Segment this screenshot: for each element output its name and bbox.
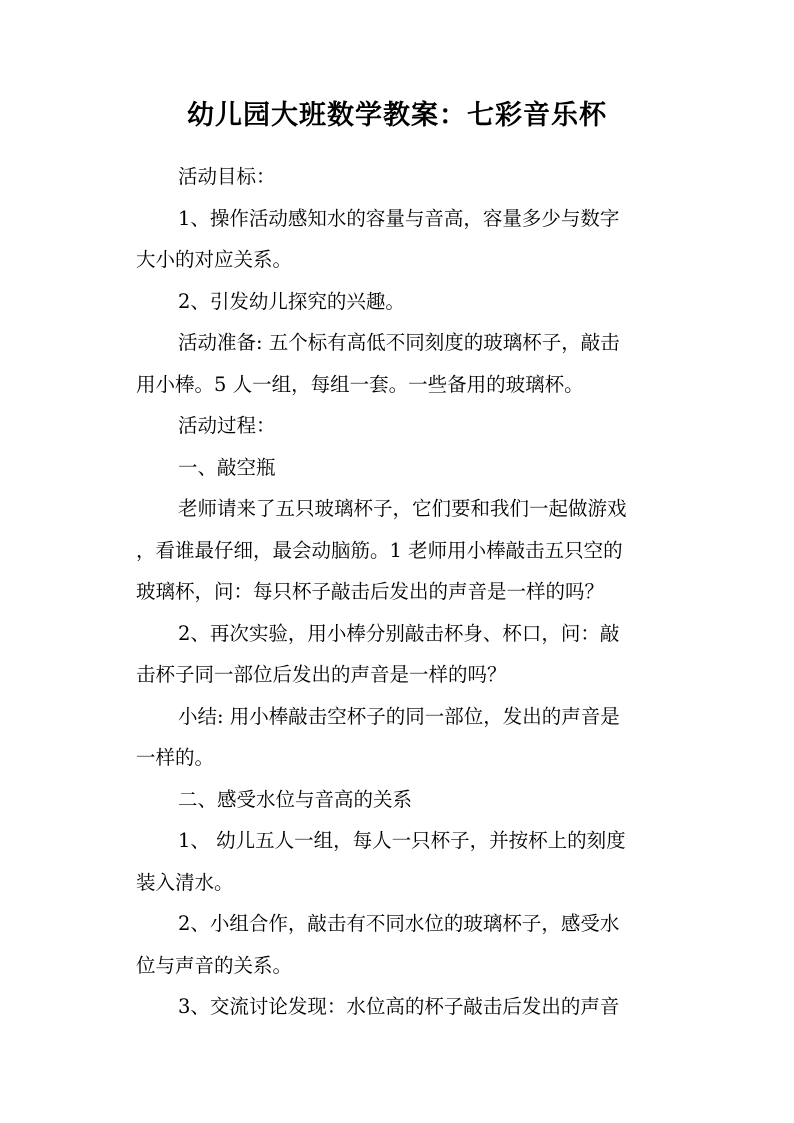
body-line: 活动准备: 五个标有高低不同刻度的玻璃杯子，敲击	[178, 331, 620, 354]
body-line: 装入清水。	[136, 870, 234, 894]
body-line: 大小的对应关系。	[136, 248, 293, 271]
body-line: 击杯子同一部位后发出的声音是一样的吗？	[136, 663, 507, 686]
body-line: 位与声音的关系。	[136, 953, 293, 977]
body-line: 2、小组合作，敲击有不同水位的玻璃杯子，感受水	[178, 912, 620, 935]
document-body	[136, 156, 658, 1028]
body-line: ，看谁最仔细，最会动脑筋。1 老师用小棒敲击五只空的	[136, 538, 623, 562]
body-line: 老师请来了五只玻璃杯子，它们要和我们一起做游戏	[178, 497, 627, 520]
body-line: 活动目标：	[178, 165, 276, 188]
body-line: 玻璃杯，问：每只杯子敲击后发出的声音是一样的吗？	[136, 580, 605, 603]
document-title: 幼儿园大班数学教案：七彩音乐杯	[187, 100, 607, 131]
body-line: 二、感受水位与音高的关系	[178, 787, 413, 811]
body-line: 1、 幼儿五人一组，每人一只杯子，并按杯上的刻度	[178, 829, 626, 852]
body-line: 一样的。	[136, 746, 215, 769]
body-line: 3、交流讨论发现：水位高的杯子敲击后发出的声音	[178, 995, 620, 1018]
body-line: 2、再次实验，用小棒分别敲击杯身、杯口，问：敲	[178, 621, 620, 645]
body-line: 用小棒。5 人一组，每组一套。一些备用的玻璃杯。	[136, 372, 584, 396]
body-line: 1、操作活动感知水的容量与音高，容量多少与数字	[178, 206, 620, 230]
body-line: 2、引发幼儿探究的兴趣。	[178, 289, 405, 313]
body-line: 活动过程：	[178, 414, 276, 437]
body-line: 小结: 用小棒敲击空杯子的同一部位，发出的声音是	[178, 704, 620, 728]
body-line: 一、敲空瓶	[178, 455, 276, 479]
